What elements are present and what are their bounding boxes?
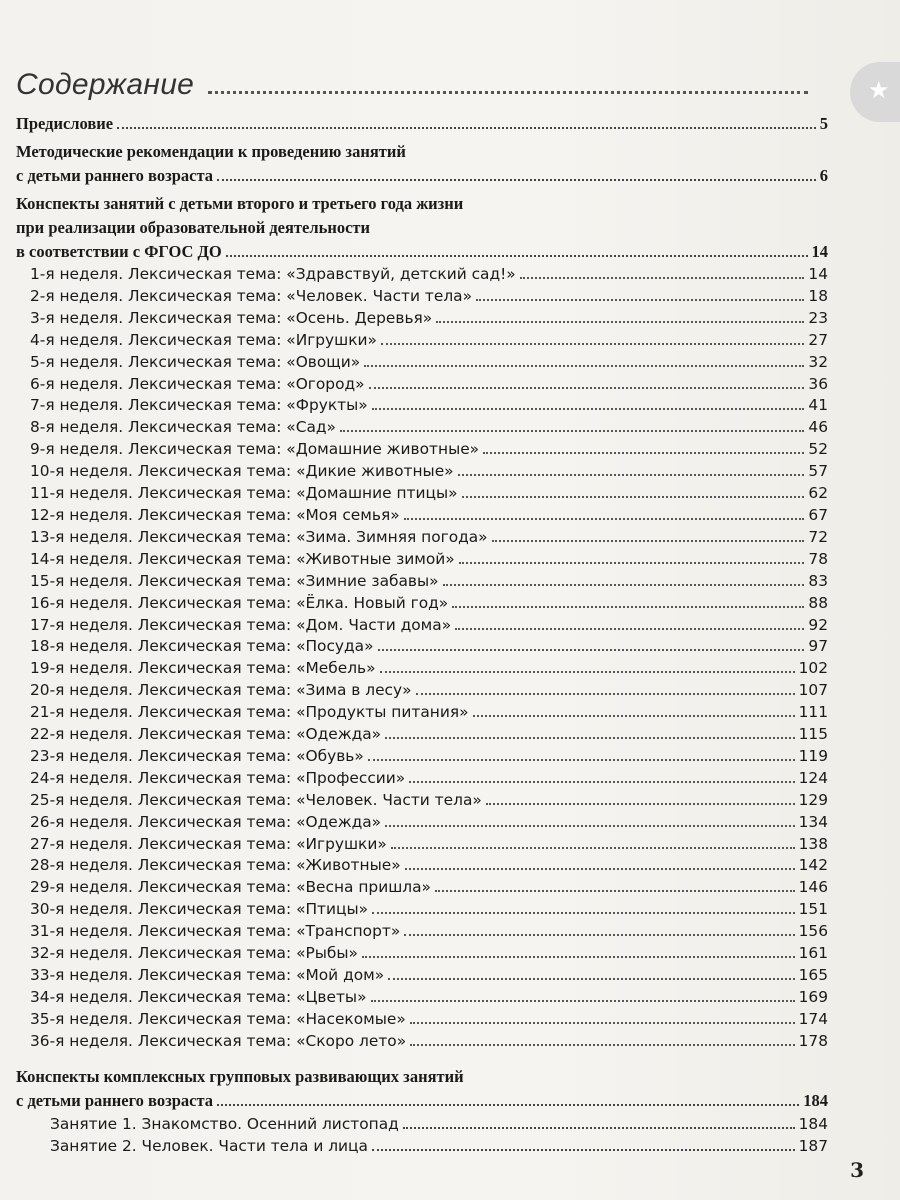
entry-label: 23-я неделя. Лексическая тема: «Обувь»: [30, 746, 364, 765]
toc-week-entry[interactable]: [16, 374, 828, 396]
page-number: 161: [798, 944, 828, 963]
toc-week-entry[interactable]: [16, 812, 828, 834]
entry-label: 1-я неделя. Лексическая тема: «Здравствуй, детский сад!»: [30, 265, 516, 283]
page-number: 41: [808, 396, 828, 415]
entry-label: 24-я неделя. Лексическая тема: «Профессии»: [30, 768, 406, 787]
dot-leader: [362, 956, 795, 958]
page-number: 6: [819, 166, 828, 185]
entry-label: 6-я неделя. Лексическая тема: «Огород»: [30, 374, 365, 393]
page-title: Содержание: [16, 68, 195, 101]
page-number: 78: [808, 549, 828, 568]
section-title-line: в соответствии с ФГОС ДО: [16, 242, 222, 261]
entry-label: 7-я неделя. Лексическая тема: «Фрукты»: [30, 396, 368, 415]
dot-leader: [452, 606, 804, 608]
entry-label: 27-я неделя. Лексическая тема: «Игрушки»: [30, 834, 387, 853]
title-leader: [208, 91, 808, 94]
toc-week-entry[interactable]: [16, 264, 828, 286]
toc-week-entry[interactable]: [16, 1009, 828, 1031]
page-number: 97: [808, 637, 828, 656]
toc-week-entry[interactable]: [16, 899, 828, 921]
page-number: 115: [798, 725, 828, 744]
entry-label: 3-я неделя. Лексическая тема: «Осень. Деревья»: [30, 308, 433, 327]
page-number: 14: [808, 265, 828, 283]
entry-label: 15-я неделя. Лексическая тема: «Зимние забавы»: [30, 571, 439, 590]
page-number: 156: [798, 922, 828, 941]
toc-week-entry[interactable]: [16, 943, 828, 965]
entry-label: 18-я неделя. Лексическая тема: «Посуда»: [30, 637, 374, 656]
entry-label: 4-я неделя. Лексическая тема: «Игрушки»: [30, 330, 377, 349]
page-number: 62: [808, 484, 828, 503]
toc-week-entry[interactable]: [16, 505, 828, 527]
dot-leader: [388, 978, 794, 980]
dot-leader: [476, 299, 804, 301]
section-title: Предисловие: [16, 114, 114, 133]
toc-session-entry[interactable]: [16, 1113, 828, 1135]
dot-leader: [381, 343, 804, 345]
dot-leader: [410, 1022, 795, 1024]
page-number: 165: [798, 966, 828, 984]
entry-label: 30-я неделя. Лексическая тема: «Птицы»: [30, 900, 369, 919]
dot-leader: [416, 693, 795, 695]
entry-label: 21-я неделя. Лексическая тема: «Продукты питания»: [30, 703, 469, 722]
toc-week-entry[interactable]: [16, 636, 828, 658]
toc-week-entry[interactable]: [16, 965, 828, 987]
toc-week-entry[interactable]: [16, 877, 828, 899]
dot-leader: [371, 1000, 795, 1002]
toc-section-lesson-notes[interactable]: [16, 192, 828, 264]
page-number: 14: [811, 242, 828, 261]
entry-label: 20-я неделя. Лексическая тема: «Зима в лесу»: [30, 681, 412, 700]
toc-week-entry[interactable]: [16, 593, 828, 615]
toc-week-entry[interactable]: [16, 549, 828, 571]
page-number: 67: [808, 505, 828, 524]
toc-week-entry[interactable]: [16, 834, 828, 856]
dot-leader: [364, 365, 804, 367]
page-number: 107: [798, 681, 828, 700]
dot-leader: [226, 255, 808, 257]
toc-week-entry[interactable]: [16, 790, 828, 812]
toc-week-entry[interactable]: [16, 921, 828, 943]
toc-week-entry[interactable]: [16, 308, 828, 330]
dot-leader: [378, 649, 805, 651]
toc-week-entry[interactable]: [16, 395, 828, 417]
dot-leader: [492, 540, 805, 542]
page-number: 142: [798, 856, 828, 875]
toc-week-entry[interactable]: [16, 1031, 828, 1053]
dot-leader: [486, 803, 795, 805]
entry-label: 17-я неделя. Лексическая тема: «Дом. Части дома»: [30, 615, 452, 634]
entry-label: 8-я неделя. Лексическая тема: «Сад»: [30, 418, 336, 437]
dot-leader: [483, 452, 804, 454]
entry-label: 12-я неделя. Лексическая тема: «Моя семья»: [30, 505, 400, 524]
toc-section-group-sessions[interactable]: [16, 1065, 828, 1113]
page-number: 32: [808, 352, 828, 371]
dot-leader: [368, 759, 795, 761]
page-number: 119: [798, 746, 828, 765]
page-number: 178: [798, 1031, 828, 1050]
entry-label: 31-я неделя. Лексическая тема: «Транспорт»: [30, 922, 401, 941]
page-number: 5: [819, 114, 828, 133]
section-title-line: с детьми раннего возраста: [16, 1090, 214, 1110]
dot-leader: [391, 847, 795, 849]
toc-week-entry[interactable]: [16, 724, 828, 746]
dot-leader: [385, 825, 795, 827]
entry-label: Занятие 1. Знакомство. Осенний листопад: [50, 1114, 399, 1133]
entry-label: 2-я неделя. Лексическая тема: «Человек. Части тела»: [30, 286, 473, 305]
page-number: 124: [798, 768, 828, 787]
toc-session-entry[interactable]: [16, 1135, 828, 1157]
page-number: 57: [808, 462, 828, 481]
dot-leader: [369, 387, 805, 389]
dot-leader: [403, 1127, 795, 1129]
dot-leader: [443, 584, 805, 586]
toc-week-entry[interactable]: [16, 987, 828, 1009]
toc-week-entry[interactable]: [16, 702, 828, 724]
dot-leader: [372, 912, 795, 914]
entry-label: 14-я неделя. Лексическая тема: «Животные зимой»: [30, 549, 455, 568]
toc-week-entry[interactable]: [16, 855, 828, 877]
dot-leader: [404, 518, 805, 520]
page-number: 102: [798, 659, 828, 678]
dot-leader: [435, 890, 795, 892]
toc-week-entry[interactable]: [16, 615, 828, 637]
dot-leader: [217, 179, 816, 181]
entry-label: 26-я неделя. Лексическая тема: «Одежда»: [30, 812, 382, 831]
entry-label: 35-я неделя. Лексическая тема: «Насекомые»: [30, 1009, 406, 1028]
entry-label: 13-я неделя. Лексическая тема: «Зима. Зимняя погода»: [30, 527, 488, 546]
dot-leader: [340, 430, 804, 432]
toc-section-preface[interactable]: [16, 112, 828, 136]
page-number: 151: [798, 900, 828, 919]
entry-label: 33-я неделя. Лексическая тема: «Мой дом»: [30, 966, 385, 984]
dot-leader: [372, 408, 805, 410]
dot-leader: [404, 934, 794, 936]
dot-leader: [372, 1149, 795, 1151]
page-number: 146: [798, 878, 828, 897]
page-number: 169: [798, 987, 828, 1006]
toc-week-entry[interactable]: [16, 571, 828, 593]
toc-week-entry[interactable]: [16, 352, 828, 374]
entry-label: 28-я неделя. Лексическая тема: «Животные»: [30, 856, 401, 875]
entry-label: 29-я неделя. Лексическая тема: «Весна пришла»: [30, 878, 431, 897]
toc-week-entry[interactable]: [16, 768, 828, 790]
page-number: 184: [803, 1090, 828, 1110]
entry-label: 34-я неделя. Лексическая тема: «Цветы»: [30, 987, 367, 1006]
toc-week-entry[interactable]: [16, 439, 828, 461]
dot-leader: [117, 127, 816, 129]
page-number: 46: [808, 418, 828, 437]
page-number: 23: [808, 308, 828, 327]
dot-leader: [405, 868, 795, 870]
entry-label: 32-я неделя. Лексическая тема: «Рыбы»: [30, 944, 358, 963]
page-number: 187: [798, 1136, 828, 1155]
page-number: 72: [808, 527, 828, 546]
toc-week-entry[interactable]: [16, 461, 828, 483]
page-number: 129: [798, 790, 828, 809]
entry-label: Занятие 2. Человек. Части тела и лица: [50, 1136, 368, 1155]
section-title-line: с детьми раннего возраста: [16, 166, 214, 185]
section-title-line: Конспекты занятий с детьми второго и третьего года жизни: [16, 194, 464, 213]
toc-week-entry[interactable]: [16, 527, 828, 549]
table-of-contents: [16, 112, 828, 1157]
entry-label: 10-я неделя. Лексическая тема: «Дикие животные»: [30, 462, 454, 481]
section-title-line: Методические рекомендации к проведению занятий: [16, 142, 406, 161]
page-number: 18: [808, 286, 828, 305]
entry-label: 5-я неделя. Лексическая тема: «Овощи»: [30, 352, 361, 371]
page-number: 184: [798, 1114, 828, 1133]
dot-leader: [217, 1104, 799, 1106]
dot-leader: [473, 715, 795, 717]
dot-leader: [459, 562, 805, 564]
dot-leader: [436, 321, 804, 323]
page-number: 83: [808, 571, 828, 590]
session-entries: [16, 1113, 828, 1157]
section-title-line: Конспекты комплексных групповых развивающих занятий: [16, 1066, 464, 1086]
toc-title-row: [16, 62, 816, 102]
page-number: 134: [798, 812, 828, 831]
toc-week-entry[interactable]: [16, 330, 828, 352]
page-number: 92: [808, 615, 828, 634]
entry-label: 22-я неделя. Лексическая тема: «Одежда»: [30, 725, 382, 744]
entry-label: 25-я неделя. Лексическая тема: «Человек. Части тела»: [30, 790, 482, 809]
page-number: 138: [798, 834, 828, 853]
page-number: 52: [808, 440, 828, 459]
dot-leader: [380, 671, 795, 673]
page-number: 27: [808, 330, 828, 349]
corner-decoration: [850, 62, 900, 122]
toc-week-entry[interactable]: [16, 483, 828, 505]
entry-label: 16-я неделя. Лексическая тема: «Ёлка. Новый год»: [30, 593, 449, 612]
entry-label: 19-я неделя. Лексическая тема: «Мебель»: [30, 659, 376, 678]
dot-leader: [462, 496, 805, 498]
dot-leader: [410, 1044, 794, 1046]
star-icon: ★: [868, 76, 890, 104]
dot-leader: [458, 474, 805, 476]
week-entries: [16, 264, 828, 1053]
page-number-footer: 3: [850, 1158, 864, 1182]
toc-week-entry[interactable]: [16, 417, 828, 439]
page-number: 88: [808, 593, 828, 612]
toc-section-methodology[interactable]: [16, 140, 828, 188]
toc-week-entry[interactable]: [16, 286, 828, 308]
entry-label: 11-я неделя. Лексическая тема: «Домашние птицы»: [30, 484, 458, 503]
page-number: 174: [798, 1009, 828, 1028]
dot-leader: [385, 737, 795, 739]
page-number: 111: [798, 703, 828, 722]
toc-week-entry[interactable]: [16, 658, 828, 680]
entry-label: 36-я неделя. Лексическая тема: «Скоро лето»: [30, 1031, 407, 1050]
dot-leader: [520, 277, 805, 279]
dot-leader: [455, 628, 804, 630]
section-title-line: при реализации образовательной деятельности: [16, 218, 371, 237]
toc-week-entry[interactable]: [16, 680, 828, 702]
toc-week-entry[interactable]: [16, 746, 828, 768]
entry-label: 9-я неделя. Лексическая тема: «Домашние животные»: [30, 440, 480, 459]
page-number: 36: [808, 374, 828, 393]
dot-leader: [409, 781, 794, 783]
